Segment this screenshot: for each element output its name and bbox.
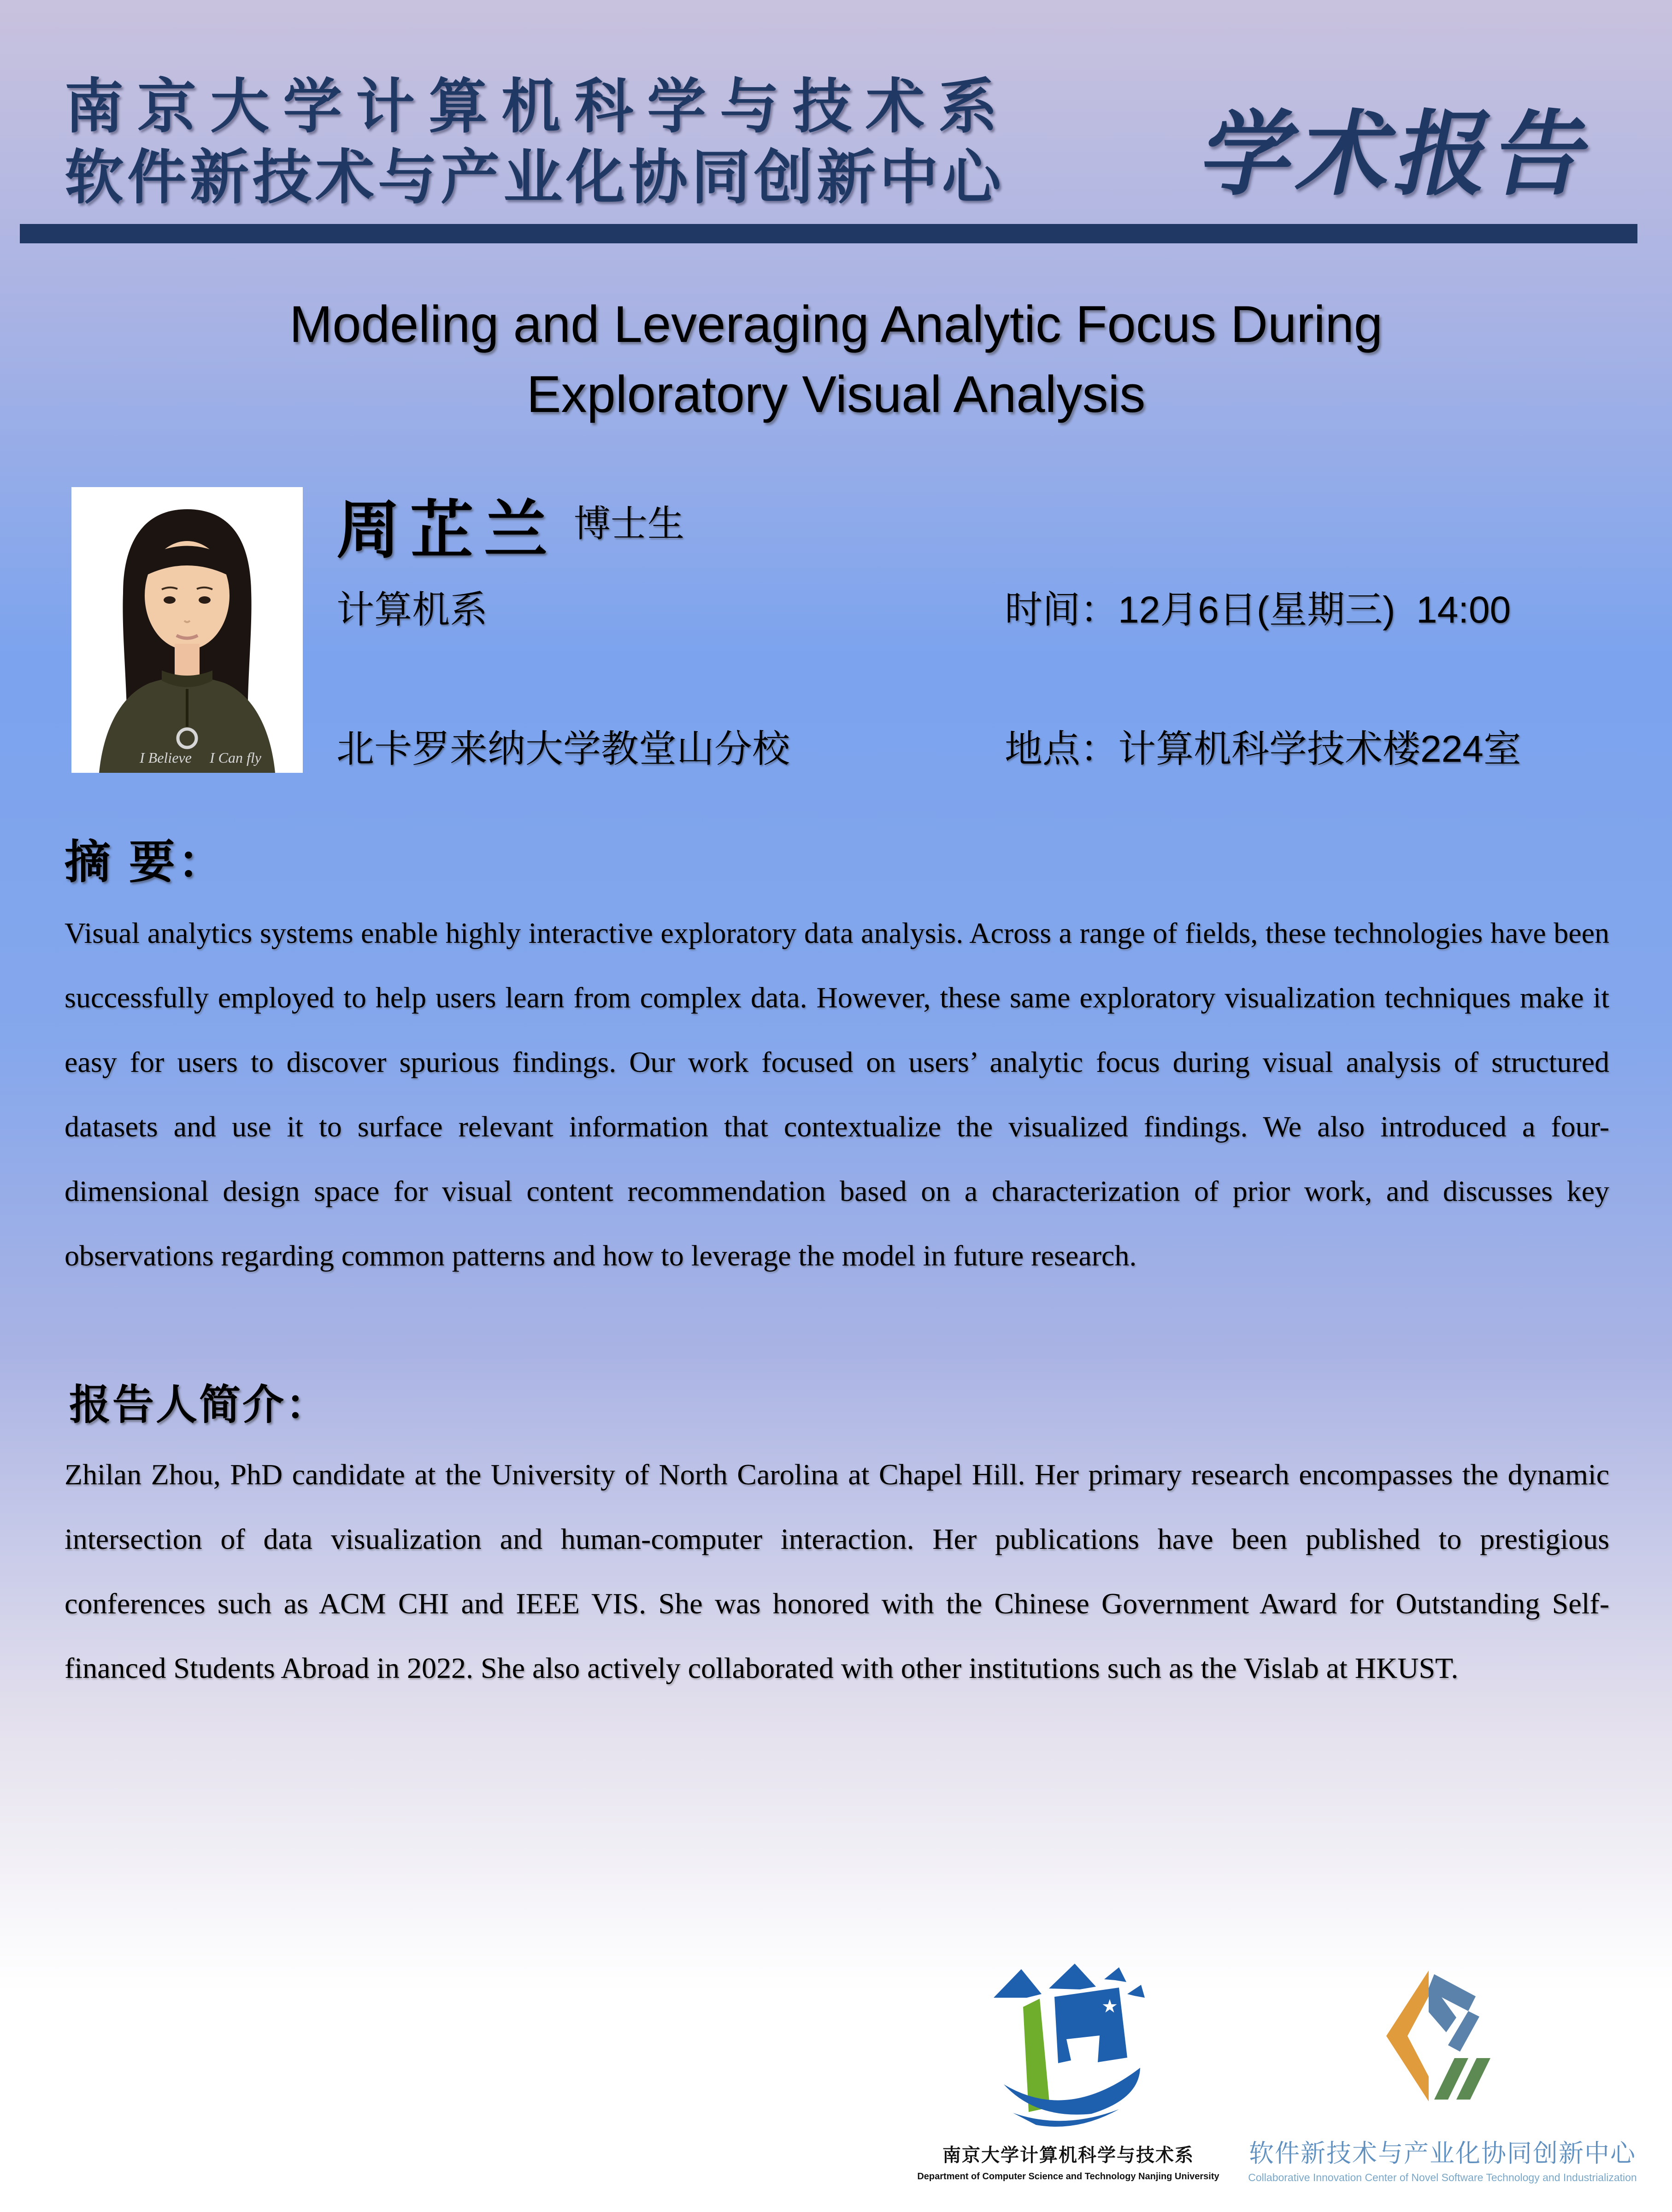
logo-green-tower: [1023, 1999, 1050, 2112]
time-value: 12月6日(星期三) 14:00: [1118, 589, 1511, 631]
nju-cs-caption-zh: 南京大学计算机科学与技术系: [942, 2145, 1194, 2165]
header-divider-bar: [20, 224, 1637, 243]
speaker-affiliation: 北卡罗来纳大学教堂山分校: [336, 728, 790, 770]
speaker-department: 计算机系: [336, 589, 488, 631]
talk-time: [1005, 580, 1511, 634]
logo-wave: [1004, 2068, 1140, 2115]
bio-heading: 报告人简介：: [69, 1382, 329, 1428]
speaker-degree: 博士生: [574, 503, 684, 544]
talk-place: [1005, 719, 1521, 773]
shirt-text-right: I Can fly: [210, 749, 261, 766]
place-value: 计算机科学技术楼224室: [1118, 728, 1521, 770]
logo-orange-chevron: [1386, 1971, 1429, 2101]
speaker-name: 周芷兰: [336, 495, 558, 566]
innovation-center-logo: [1360, 1968, 1502, 2104]
nju-cs-logo: [981, 1961, 1156, 2127]
org-name-line2: 软件新技术与产业化协同创新中心: [65, 145, 1005, 211]
talk-title-line1: Modeling and Leveraging Analytic Focus During: [289, 295, 1383, 353]
abstract-body: Visual analytics systems enable highly interactive exploratory data analysis. Across a range of fields, these technologies have been successfully employed to help users learn from complex data. However, these same exploratory visualization techniques make it easy for users to discover spurious findings. Our work focused on users’ analytic focus during visual analysis of structured datasets and use it to surface relevant information that contextualize the visualized findings. We also introduced a four-dimensional design space for visual content recommendation based on a characterization of prior work, and discusses key observations regarding common patterns and how to leverage the model in future research.: [65, 917, 1609, 1272]
talk-title-line2: Exploratory Visual Analysis: [526, 365, 1146, 423]
time-label: 时间：: [1005, 589, 1119, 631]
place-label: 地点：: [1005, 728, 1119, 770]
shirt-text-left: I Believe: [140, 749, 192, 766]
org-name-line1: 南京大学计算机科学与技术系: [65, 74, 1012, 140]
banner-title: 学术报告: [1192, 103, 1606, 206]
innovation-center-caption-zh: 软件新技术与产业化协同创新中心: [1249, 2140, 1636, 2167]
abstract-heading: 摘 要：: [65, 836, 227, 888]
innovation-center-caption-en: Collaborative Innovation Center of Novel Software Technology and Industrialization: [1248, 2171, 1637, 2183]
speaker-photo: [71, 487, 303, 773]
nju-cs-caption-en: Department of Computer Science and Technology Nanjing University: [917, 2171, 1219, 2182]
bio-body: Zhilan Zhou, PhD candidate at the University of North Carolina at Chapel Hill. Her primary research encompasses the dynamic intersection of data visualization and human-computer interaction. Her publications have been published to prestigious conferences such as ACM CHI and IEEE VIS. She was honored with the Chinese Government Award for Outstanding Self-financed Students Abroad in 2022. She also actively collaborated with other institutions such as the Vislab at HKUST.: [65, 1458, 1609, 1684]
logo-star: ★: [1101, 1996, 1118, 2017]
talk-title: [0, 289, 1672, 429]
